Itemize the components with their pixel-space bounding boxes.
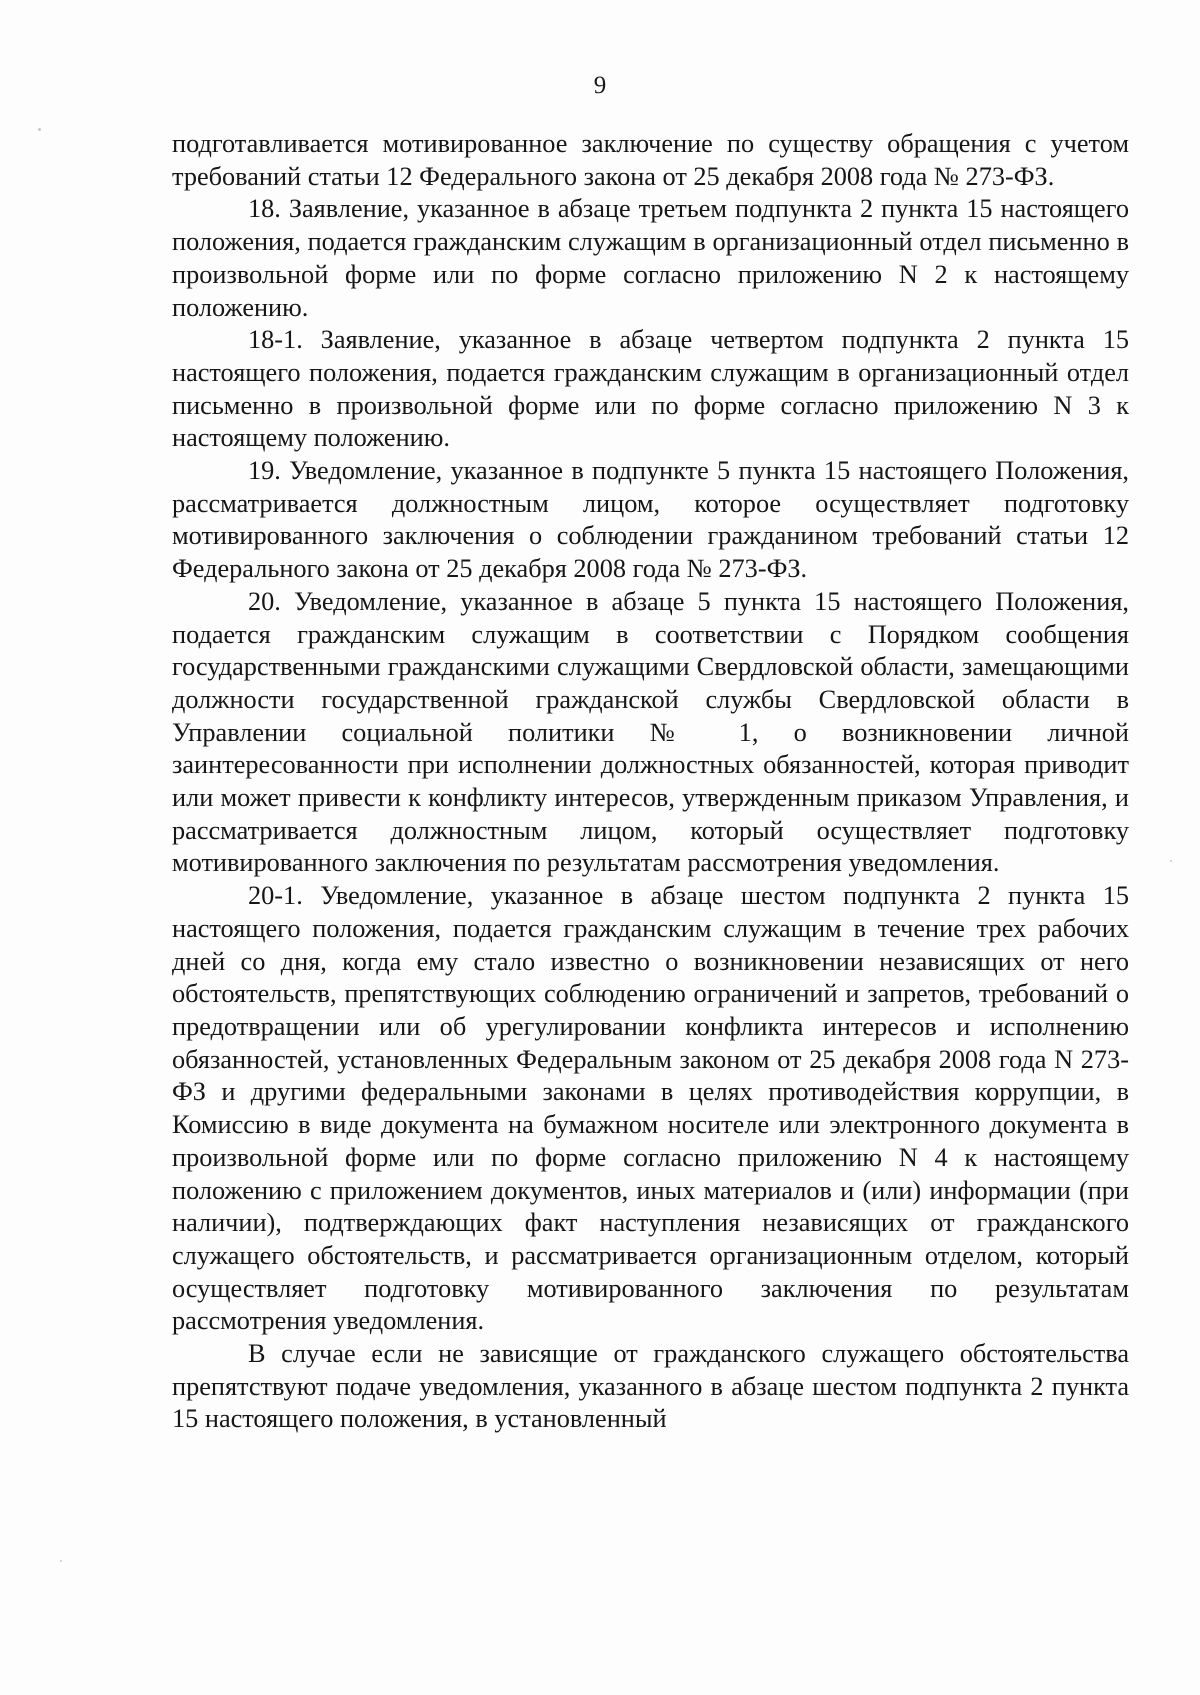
paragraph-continuation: подготавливается мотивированное заключение по существу обращения с учетом требований статьи 12 Федерального закона от 25 декабря 2008 года № 273-ФЗ. <box>172 129 1129 191</box>
paragraph-item-20: 20. Уведомление, указанное в абзаце 5 пункта 15 настоящего Положения, подается гражданским служащим в соответствии с Порядком сообщения государственными гражданскими служащими Свердловской области, замещающими должности государственной гражданской службы Свердловской области в Управлении социальной политики № 1, о возникновении личной заинтересованности при исполнении должностных обязанностей, которая приводит или может привести к конфликту интересов, утвержденным приказом Управления, и рассматривается должностным лицом, который осуществляет подготовку мотивированного заключения по результатам рассмотрения уведомления. <box>172 586 1129 878</box>
paragraph-item-19: 19. Уведомление, указанное в подпункте 5 пункта 15 настоящего Положения, рассматривается должностным лицом, которое осуществляет подготовку мотивированного заключения о соблюдении гражданином требований статьи 12 Федерального закона от 25 декабря 2008 года № 273-ФЗ. <box>172 456 1129 584</box>
paragraph-item-20-1: 20-1. Уведомление, указанное в абзаце шестом подпункта 2 пункта 15 настоящего положения, подается гражданским служащим в течение трех рабочих дней со дня, когда ему стало известно о возникновении независящих от него обстоятельств, препятствующих соблюдению ограничений и запретов, требований о предотвращении или об урегулировании конфликта интересов и исполнению обязанностей, установленных Федеральным законом от 25 декабря 2008 года N 273-ФЗ и другими федеральными законами в целях противодействия коррупции, в Комиссию в виде документа на бумажном носителе или электронного документа в произвольной форме или по форме согласно приложению N 4 к настоящему положению с приложением документов, иных материалов и (или) информации (при наличии), подтверждающих факт наступления независящих от гражданского служащего обстоятельств, и рассматривается организационным отделом, который осуществляет подготовку мотивированного заключения по результатам рассмотрения уведомления. <box>172 881 1129 1336</box>
document-body <box>172 128 1129 1436</box>
scan-artifact <box>60 1560 62 1562</box>
scan-artifact <box>38 128 41 131</box>
paragraph-exception-case: В случае если не зависящие от гражданского служащего обстоятельства препятствуют подаче уведомления, указанного в абзаце шестом подпункта 2 пункта 15 настоящего положения, в установленный <box>172 1339 1129 1434</box>
scan-artifact <box>1170 860 1172 862</box>
page-number: 9 <box>593 72 607 99</box>
paragraph-item-18-1: 18-1. Заявление, указанное в абзаце четвертом подпункта 2 пункта 15 настоящего положения, подается гражданским служащим в организационный отдел письменно в произвольной форме или по форме согласно приложению N 3 к настоящему положению. <box>172 325 1129 453</box>
paragraph-item-18: 18. Заявление, указанное в абзаце третьем подпункта 2 пункта 15 настоящего положения, подается гражданским служащим в организационный отдел письменно в произвольной форме или по форме согласно приложению N 2 к настоящему положению. <box>172 194 1129 322</box>
